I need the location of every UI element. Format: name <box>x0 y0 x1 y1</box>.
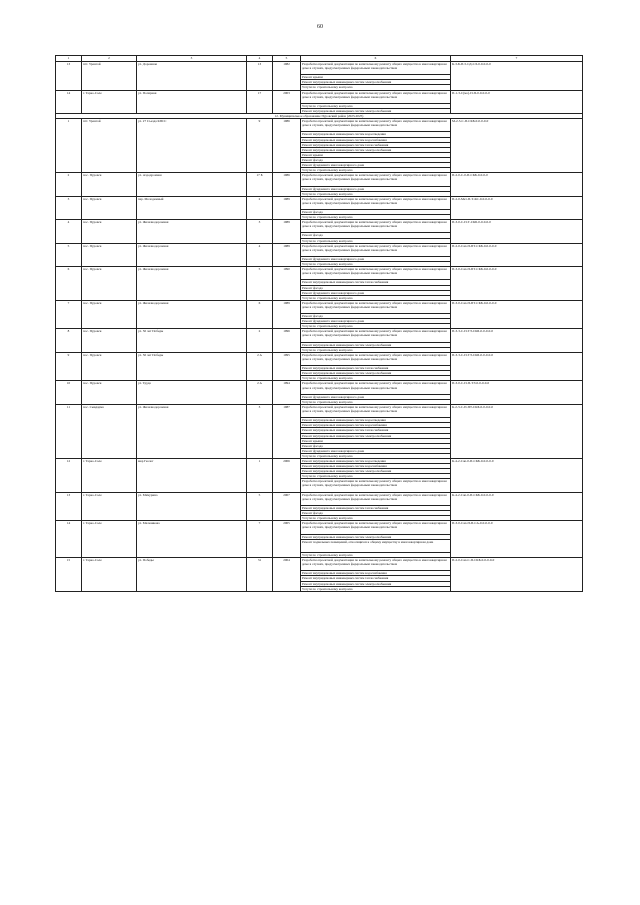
work-item: Разработка проектной документации по капитальному ремонту общего имущества в многоквартирном доме в случаях, предусмотренных федеральным законодательством <box>301 521 451 534</box>
build-year: 1996 <box>273 329 301 352</box>
entry-number: 8 <box>56 329 82 352</box>
build-year: 1994 <box>273 381 301 404</box>
build-year: 1986 <box>273 119 301 173</box>
work-item: Услуги по строительному контролю <box>301 262 451 267</box>
house-number: 3 <box>247 220 273 243</box>
building-code: П-2-0-С-0-П-СКБ-0-0-0-0 <box>451 173 583 196</box>
settlement-name: пгт. Уренгой <box>82 62 137 91</box>
house-number: 31 <box>247 558 273 592</box>
street-name: ул. 50 лет Победы <box>137 352 247 381</box>
street-name: ул. Железнодорожная <box>137 267 247 301</box>
table-row <box>56 381 583 394</box>
build-year: 2004 <box>273 558 301 592</box>
street-name: ул. Полярная <box>137 90 247 113</box>
work-item: Ремонт фундамента многоквартирного дома <box>301 163 451 168</box>
street-name: ул. Труда <box>137 381 247 404</box>
building-code: П-1-3-С(мо)-П-П-0-0-0-0-0 <box>451 90 583 113</box>
settlement-name: пос. Сывдарма <box>82 404 137 458</box>
street-name: ул. Мальчикова <box>137 521 247 558</box>
work-item: Ремонт фундамента многоквартирного дома <box>301 448 451 453</box>
building-code: П-2-0-Сап-С-П-СКБ-0-0-0-0-0 <box>451 558 583 592</box>
house-number: 17 Б <box>247 173 273 196</box>
building-code: П-3-0-Сап-П-П-СА-0-0-0-0-0 <box>451 521 583 558</box>
house-number: 5 <box>247 267 273 301</box>
table-row <box>56 404 583 417</box>
work-item: Ремонт фундамента многоквартирного дома <box>301 256 451 261</box>
work-item: Услуги по строительному контролю <box>301 295 451 300</box>
settlement-name: пос. Пуровск <box>82 329 137 352</box>
building-code: П-2-0-Мет-П-Т-КС-0-0-0-0-0 <box>451 196 583 219</box>
house-number: 2 А <box>247 381 273 404</box>
work-item: Ремонт внутридомовых инженерных систем водоснабжения <box>301 423 451 428</box>
house-number: 7 <box>247 521 273 558</box>
table-row <box>56 458 583 463</box>
street-name: ул. Железнодорожная <box>137 220 247 243</box>
work-item: Разработка проектной документации по капитальному ремонту общего имущества в многоквартирном доме в случаях, предусмотренных федеральным законодательством <box>301 62 451 75</box>
column-number: 5 <box>273 56 301 62</box>
work-item: Разработка проектной документации по капитальному ремонту общего имущества в многоквартирном доме в случаях, предусмотренных федеральным законодательством <box>301 404 451 417</box>
settlement-name: пос. Пуровск <box>82 196 137 219</box>
work-item: Разработка проектной документации по капитальному ремонту общего имущества в многоквартирном доме в случаях, предусмотренных федеральным законодательством <box>301 173 451 186</box>
build-year: 1989 <box>273 300 301 329</box>
work-item: Ремонт внутридомовых инженерных систем электроснабжения <box>301 371 451 376</box>
entry-number: 2 <box>56 173 82 196</box>
entry-number: 7 <box>56 300 82 329</box>
entry-number: 3 <box>56 196 82 219</box>
column-number: 1 <box>56 56 82 62</box>
work-item: Ремонт внутридомовых инженерных систем электроснабжения <box>301 108 451 113</box>
work-item: Разработка проектной документации по капитальному ремонту общего имущества в многоквартирном доме в случаях, предусмотренных федеральным законодательством <box>301 267 451 280</box>
work-item: Разработка проектной документации по капитальному ремонту общего имущества в многоквартирном доме в случаях, предусмотренных федеральным законодательством <box>301 243 451 256</box>
building-code: К-3-Б-П-5-СД-СЛ-0-0-0-0-0 <box>451 62 583 91</box>
settlement-name: пос. Пуровск <box>82 243 137 266</box>
work-item: Разработка проектной документации по капитальному ремонту общего имущества в многоквартирном доме в случаях, предусмотренных федеральным законодательством <box>301 196 451 209</box>
table-row <box>56 173 583 186</box>
work-item: Услуги по строительному контролю <box>301 516 451 521</box>
entry-number: 14 <box>56 90 82 113</box>
table-row <box>56 558 583 571</box>
work-item: Ремонт внутридомовых инженерных систем теплоснабжения <box>301 505 451 510</box>
table-row <box>56 196 583 209</box>
work-item: Разработка проектной документации по капитальному ремонту общего имущества в многоквартирном доме в случаях, предусмотренных федеральным законодательством <box>301 479 451 492</box>
column-number: 7 <box>451 56 583 62</box>
build-year: 2003 <box>273 90 301 113</box>
work-item: Услуги по строительному контролю <box>301 103 451 108</box>
build-year: 1995 <box>273 352 301 381</box>
work-item: Услуги по строительному контролю <box>301 376 451 381</box>
work-item: Ремонт внутридомовых инженерных систем водоснабжения <box>301 137 451 142</box>
street-name: ул. Аэродромная <box>137 173 247 196</box>
building-code: П-3-0-Сап-П-ПТ-СКБ-0-0-0-0-0 <box>451 267 583 301</box>
work-item: Услуги по строительному контролю <box>301 399 451 404</box>
street-name: ул. Мичурина <box>137 492 247 521</box>
street-name: ул. Дорожная <box>137 62 247 91</box>
build-year: 1982 <box>273 62 301 91</box>
work-item: Услуги по строительному контролю <box>301 453 451 458</box>
work-item: Разработка проектной документации по капитальному ремонту общего имущества в многоквартирном доме в случаях, предусмотренных федеральным законодательством <box>301 90 451 103</box>
work-item: Ремонт внутридомовых инженерных систем электроснабжения <box>301 342 451 347</box>
build-year: 1987 <box>273 404 301 458</box>
work-item: Разработка проектной документации по капитальному ремонту общего имущества в многоквартирном доме в случаях, предусмотренных федеральным законодательством <box>301 352 451 365</box>
entry-number: 14 <box>56 521 82 558</box>
settlement-name: пос. Пуровск <box>82 173 137 196</box>
street-name: пер. Молодежный <box>137 196 247 219</box>
entry-number: 4 <box>56 220 82 243</box>
work-item: Ремонт внутридомовых инженерных систем теплоснабжения <box>301 280 451 285</box>
settlement-name: г. Тарко-Сале <box>82 458 137 492</box>
work-item: Ремонт фундамента многоквартирного дома <box>301 394 451 399</box>
table-row <box>56 62 583 75</box>
building-code: М-2-3-С-П-СКБ-0-0-0-0-0 <box>451 119 583 173</box>
work-item: Ремонт фасада <box>301 443 451 448</box>
work-item: Ремонт внутридомовых инженерных систем электроснабжения <box>301 433 451 438</box>
work-item: Разработка проектной документации по капитальному ремонту общего имущества в многоквартирном доме в случаях, предусмотренных федеральным законодательством <box>301 329 451 342</box>
build-year: 1989 <box>273 243 301 266</box>
build-year: 2006 <box>273 458 301 492</box>
column-number: 3 <box>137 56 247 62</box>
table-row <box>56 492 583 505</box>
work-item: Ремонт фасада <box>301 209 451 214</box>
work-item: Услуги по строительному контролю <box>301 586 451 591</box>
street-name: ул. 50 лет Победы <box>137 329 247 352</box>
build-year: 2005 <box>273 521 301 558</box>
house-number: 2 <box>247 196 273 219</box>
house-number: 3 <box>247 404 273 458</box>
street-name: ул. Железнодорожная <box>137 300 247 329</box>
settlement-name: пос. Пуровск <box>82 267 137 301</box>
house-number: 17 <box>247 90 273 113</box>
street-name: ул. Железнодорожная <box>137 404 247 458</box>
work-item: Ремонт внутридомовых инженерных систем водоотведения <box>301 418 451 423</box>
table-row <box>56 352 583 365</box>
work-item: Ремонт фундамента многоквартирного дома <box>301 290 451 295</box>
house-number: 2 А <box>247 352 273 381</box>
work-item: Ремонт крыши <box>301 438 451 443</box>
work-item: Ремонт внутридомовых инженерных систем теплоснабжения <box>301 576 451 581</box>
street-name: ул. Победы <box>137 558 247 592</box>
work-item: Ремонт крыши <box>301 75 451 80</box>
street-name: ул. 27 Съезда КПСС <box>137 119 247 173</box>
building-code: П-3-3-С-П-ТЭ-СКБ-0-0-0-0-0 <box>451 352 583 381</box>
entry-number: 1 <box>56 119 82 173</box>
table-row <box>56 119 583 132</box>
house-number: 5 <box>247 492 273 521</box>
house-number: 2 <box>247 329 273 352</box>
work-item: Ремонт фасада <box>301 285 451 290</box>
work-item: Ремонт внутридомовых инженерных систем водоснабжения <box>301 571 451 576</box>
column-number: 2 <box>82 56 137 62</box>
house-number: 6 <box>247 300 273 329</box>
work-item: Разработка проектной документации по капитальному ремонту общего имущества в многоквартирном доме в случаях, предусмотренных федеральным законодательством <box>301 220 451 233</box>
entry-number: 13 <box>56 492 82 521</box>
entry-number: 13 <box>56 62 82 91</box>
building-code: П-3-3-С-П-ТЭ-СКБ-0-0-0-0-0 <box>451 329 583 352</box>
settlement-name: пос. Пуровск <box>82 220 137 243</box>
work-item: Разработка проектной документации по капитальному ремонту общего имущества в многоквартирном доме в случаях, предусмотренных федеральным законодательством <box>301 300 451 313</box>
settlement-name: пгт. Уренгой <box>82 119 137 173</box>
work-item: Ремонт фасада <box>301 157 451 162</box>
table-row <box>56 90 583 103</box>
work-item: Ремонт крыши <box>301 152 451 157</box>
build-year: 1989 <box>273 196 301 219</box>
house-number: 13 <box>247 62 273 91</box>
building-code: П-3-0-С-П-П-ТЭ-0-0-0-0-0 <box>451 381 583 404</box>
settlement-name: пос. Пуровск <box>82 381 137 404</box>
street-name: ул. Железнодорожная <box>137 243 247 266</box>
capital-repair-table <box>55 55 583 592</box>
settlement-name: г. Тарко-Сале <box>82 492 137 521</box>
build-year: 1986 <box>273 173 301 196</box>
work-item: Услуги по строительному контролю <box>301 85 451 90</box>
build-year: 1990 <box>273 267 301 301</box>
work-item: Ремонт внутридомовых инженерных систем водоотведения <box>301 458 451 463</box>
table-body <box>56 62 583 592</box>
section-header: 12. Муниципальное образование Пуровский район (2023-2025) <box>56 114 583 119</box>
table-row <box>56 300 583 313</box>
work-item: Ремонт внутридомовых инженерных систем водоснабжения <box>301 464 451 469</box>
work-item: Ремонт внутридомовых инженерных систем теплоснабжения <box>301 428 451 433</box>
work-item: Ремонт внутридомовых инженерных систем электроснабжения <box>301 581 451 586</box>
work-item: Ремонт внутридомовых инженерных систем электроснабжения <box>301 534 451 539</box>
column-number: 4 <box>247 56 273 62</box>
work-item: Ремонт подвальных помещений, относящихся к общему имуществу в многоквартирном доме <box>301 539 451 552</box>
settlement-name: пос. Пуровск <box>82 352 137 381</box>
building-code: К-2-3-С-П-ПТ-СКБ-0-0-0-0-0 <box>451 404 583 458</box>
work-item: Услуги по строительному контролю <box>301 552 451 557</box>
page-number: 60 <box>317 24 323 30</box>
table-row <box>56 220 583 233</box>
work-item: Разработка проектной документации по капитальному ремонту общего имущества в многоквартирном доме в случаях, предусмотренных федеральным законодательством <box>301 381 451 394</box>
entry-number: 12 <box>56 458 82 492</box>
work-item: Услуги по строительному контролю <box>301 474 451 479</box>
building-code: П-3-0-С-П-Т-СКБ-0-0-0-0-0 <box>451 220 583 243</box>
work-item: Разработка проектной документации по капитальному ремонту общего имущества в многоквартирном доме в случаях, предусмотренных федеральным законодательством <box>301 119 451 132</box>
building-code: К-4-2-Сап-0-П-СКБ-0-0-0-0-0 <box>451 492 583 521</box>
work-item: Ремонт внутридомовых инженерных систем электроснабжения <box>301 147 451 152</box>
entry-number: 5 <box>56 243 82 266</box>
work-item: Услуги по строительному контролю <box>301 347 451 352</box>
work-item: Разработка проектной документации по капитальному ремонту общего имущества в многоквартирном доме в случаях, предусмотренных федеральным законодательством <box>301 558 451 571</box>
work-item: Разработка проектной документации по капитальному ремонту общего имущества в многоквартирном доме в случаях, предусмотренных федеральным законодательством <box>301 492 451 505</box>
work-item: Ремонт фундамента многоквартирного дома <box>301 186 451 191</box>
column-number: 6 <box>301 56 451 62</box>
table-row <box>56 243 583 256</box>
entry-number: 10 <box>56 381 82 404</box>
build-year: 2007 <box>273 492 301 521</box>
work-item: Ремонт внутридомовых инженерных систем электроснабжения <box>301 80 451 85</box>
work-item: Ремонт внутридомовых инженерных систем теплоснабжения <box>301 366 451 371</box>
work-item: Ремонт фасада <box>301 511 451 516</box>
settlement-name: пос. Пуровск <box>82 300 137 329</box>
street-name: мкр Геолог <box>137 458 247 492</box>
work-item: Ремонт фундамента многоквартирного дома <box>301 319 451 324</box>
entry-number: 15 <box>56 558 82 592</box>
work-item: Ремонт внутридомовых инженерных систем водоотведения <box>301 132 451 137</box>
entry-number: 9 <box>56 352 82 381</box>
building-code: П-3-0-Сап-П-ПТ-СКБ-0-0-0-0-0 <box>451 300 583 329</box>
house-number: 9 <box>247 119 273 173</box>
table-row <box>56 267 583 280</box>
work-item: Ремонт фасада <box>301 233 451 238</box>
work-item: Ремонт фасада <box>301 314 451 319</box>
settlement-name: г. Тарко-Сале <box>82 558 137 592</box>
house-number: 1 <box>247 458 273 492</box>
house-number: 4 <box>247 243 273 266</box>
build-year: 1989 <box>273 220 301 243</box>
work-item: Ремонт внутридомовых инженерных систем электроснабжения <box>301 469 451 474</box>
settlement-name: г. Тарко-Сале <box>82 90 137 113</box>
work-item: Услуги по строительному контролю <box>301 238 451 243</box>
work-item: Ремонт внутридомовых инженерных систем теплоснабжения <box>301 142 451 147</box>
building-code: К-4-2-Сап-0-П-СКБ-0-0-0-0-0 <box>451 458 583 492</box>
entry-number: 6 <box>56 267 82 301</box>
work-item: Услуги по строительному контролю <box>301 168 451 173</box>
settlement-name: г. Тарко-Сале <box>82 521 137 558</box>
table-row <box>56 521 583 534</box>
work-item: Услуги по строительному контролю <box>301 191 451 196</box>
table-row <box>56 329 583 342</box>
work-item: Услуги по строительному контролю <box>301 324 451 329</box>
work-item: Услуги по строительному контролю <box>301 215 451 220</box>
building-code: П-2-0-Сап-П-ПТ-СКБ-0-0-0-0-0 <box>451 243 583 266</box>
entry-number: 11 <box>56 404 82 458</box>
